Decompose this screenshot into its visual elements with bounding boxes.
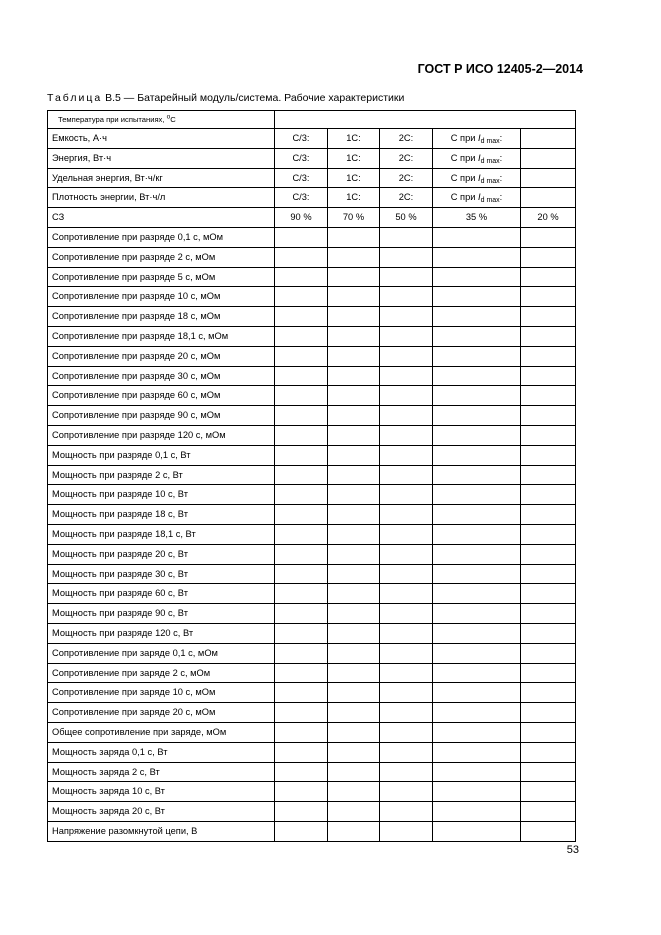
table-row xyxy=(48,722,576,742)
empty-cell xyxy=(380,762,433,782)
empty-cell xyxy=(328,821,380,841)
empty-cell xyxy=(275,524,328,544)
rate-2c-cell: 2С: xyxy=(380,129,433,149)
table-row xyxy=(48,604,576,624)
empty-cell xyxy=(433,544,521,564)
table-row xyxy=(48,623,576,643)
empty-cell xyxy=(328,663,380,683)
table-row xyxy=(48,802,576,822)
empty-cell xyxy=(328,623,380,643)
empty-cell xyxy=(521,406,576,426)
empty-cell xyxy=(275,742,328,762)
empty-cell xyxy=(275,267,328,287)
empty-cell xyxy=(521,643,576,663)
empty-cell xyxy=(521,821,576,841)
empty-cell xyxy=(328,406,380,426)
test-temperature-label: Температура при испытаниях, $^o$C xyxy=(48,111,275,129)
empty-cell xyxy=(275,703,328,723)
empty-cell xyxy=(275,346,328,366)
table-row xyxy=(48,465,576,485)
empty-cell xyxy=(275,623,328,643)
rate-c3-cell: С/3: xyxy=(275,168,328,188)
empty-cell xyxy=(328,782,380,802)
rate-c3-cell: С/3: xyxy=(275,129,328,149)
empty-cell xyxy=(380,227,433,247)
row-label: Напряжение разомкнутой цепи, В xyxy=(48,821,275,841)
empty-cell xyxy=(275,287,328,307)
empty-cell xyxy=(275,485,328,505)
row-label: Сопротивление при заряде 20 с, мОм xyxy=(48,703,275,723)
row-label: Емкость, А·ч xyxy=(48,129,275,149)
empty-cell xyxy=(433,346,521,366)
row-label: Мощность при разряде 10 с, Вт xyxy=(48,485,275,505)
empty-cell xyxy=(380,465,433,485)
empty-cell xyxy=(275,683,328,703)
row-label: Мощность при разряде 120 с, Вт xyxy=(48,623,275,643)
empty-cell xyxy=(275,465,328,485)
table-row xyxy=(48,267,576,287)
table-row xyxy=(48,683,576,703)
empty-cell xyxy=(521,524,576,544)
table-header-row xyxy=(48,111,576,129)
table-row xyxy=(48,485,576,505)
empty-cell xyxy=(275,802,328,822)
empty-cell xyxy=(275,307,328,327)
row-label: Сопротивление при разряде 120 с, мОм xyxy=(48,425,275,445)
empty-cell xyxy=(380,386,433,406)
empty-cell xyxy=(328,742,380,762)
table-row xyxy=(48,782,576,802)
empty-cell xyxy=(433,722,521,742)
rate-2c-cell: 2С: xyxy=(380,188,433,208)
table-row xyxy=(48,406,576,426)
empty-cell xyxy=(433,386,521,406)
rate-max-cell: С при $I_{d max}$: xyxy=(433,129,521,149)
empty-cell xyxy=(328,425,380,445)
row-label: Сопротивление при разряде 30 с, мОм xyxy=(48,366,275,386)
empty-cell xyxy=(328,643,380,663)
empty-cell xyxy=(328,722,380,742)
empty-cell xyxy=(328,584,380,604)
empty-cell xyxy=(433,564,521,584)
row-label: Мощность при разряде 30 с, Вт xyxy=(48,564,275,584)
empty-cell xyxy=(380,346,433,366)
empty-cell xyxy=(521,307,576,327)
empty-cell xyxy=(521,247,576,267)
empty-cell xyxy=(380,604,433,624)
table-row xyxy=(48,148,576,168)
rate-c3-cell: С/3: xyxy=(275,148,328,168)
empty-cell xyxy=(380,782,433,802)
empty-cell xyxy=(433,524,521,544)
empty-cell xyxy=(380,247,433,267)
empty-cell xyxy=(521,287,576,307)
empty-cell xyxy=(521,663,576,683)
row-label: Мощность заряда 2 с, Вт xyxy=(48,762,275,782)
empty-cell xyxy=(328,287,380,307)
empty-cell xyxy=(275,782,328,802)
table-row xyxy=(48,247,576,267)
empty-cell xyxy=(380,683,433,703)
soc-row xyxy=(48,208,576,228)
rate-max-cell: С при $I_{d max}$: xyxy=(433,168,521,188)
row-label: Мощность заряда 10 с, Вт xyxy=(48,782,275,802)
row-label: Сопротивление при разряде 5 с, мОм xyxy=(48,267,275,287)
empty-cell xyxy=(275,544,328,564)
row-label: Мощность заряда 20 с, Вт xyxy=(48,802,275,822)
rate-c3-cell: С/3: xyxy=(275,188,328,208)
row-label: Энергия, Вт·ч xyxy=(48,148,275,168)
row-label: Мощность при разряде 18 с, Вт xyxy=(48,505,275,525)
empty-cell xyxy=(380,505,433,525)
empty-cell xyxy=(521,267,576,287)
rate-2c-cell: 2С: xyxy=(380,168,433,188)
table-caption-text: В.5 — Батарейный модуль/система. Рабочие характеристики xyxy=(105,92,405,104)
empty-cell xyxy=(328,366,380,386)
empty-cell xyxy=(433,227,521,247)
table-row xyxy=(48,445,576,465)
empty-cell xyxy=(433,782,521,802)
empty-cell xyxy=(328,445,380,465)
empty-cell xyxy=(328,802,380,822)
empty-cell xyxy=(521,742,576,762)
empty-cell xyxy=(275,445,328,465)
row-label: Сопротивление при разряде 20 с, мОм xyxy=(48,346,275,366)
empty-cell xyxy=(521,465,576,485)
empty-cell xyxy=(275,505,328,525)
empty-cell xyxy=(328,762,380,782)
table-row xyxy=(48,663,576,683)
empty-cell xyxy=(328,346,380,366)
table-row xyxy=(48,643,576,663)
row-label: Сопротивление при разряде 0,1 с, мОм xyxy=(48,227,275,247)
table-row xyxy=(48,821,576,841)
empty-cell xyxy=(328,703,380,723)
table-row xyxy=(48,227,576,247)
empty-cell xyxy=(328,604,380,624)
empty-cell xyxy=(275,227,328,247)
empty-cell xyxy=(433,643,521,663)
empty-cell xyxy=(380,742,433,762)
empty-cell xyxy=(521,386,576,406)
row-label: Сопротивление при разряде 60 с, мОм xyxy=(48,386,275,406)
empty-cell xyxy=(521,326,576,346)
empty-cell xyxy=(433,445,521,465)
empty-cell xyxy=(328,307,380,327)
empty-cell xyxy=(328,544,380,564)
empty-cell xyxy=(380,623,433,643)
empty-cell xyxy=(521,683,576,703)
empty-cell xyxy=(328,247,380,267)
empty-cell xyxy=(433,663,521,683)
empty-cell xyxy=(275,406,328,426)
empty-cell xyxy=(328,465,380,485)
table-row xyxy=(48,326,576,346)
row-label: СЗ xyxy=(48,208,275,228)
empty-cell xyxy=(521,564,576,584)
empty-cell xyxy=(521,782,576,802)
empty-cell xyxy=(275,604,328,624)
soc-value-cell: 35 % xyxy=(433,208,521,228)
empty-cell xyxy=(521,168,576,188)
characteristics-table-body xyxy=(48,111,576,842)
table-row xyxy=(48,762,576,782)
empty-cell xyxy=(521,346,576,366)
table-row xyxy=(48,307,576,327)
page-number: 53 xyxy=(566,844,579,856)
empty-cell xyxy=(433,366,521,386)
empty-cell xyxy=(380,485,433,505)
empty-cell xyxy=(521,584,576,604)
empty-cell xyxy=(275,762,328,782)
row-label: Мощность при разряде 2 с, Вт xyxy=(48,465,275,485)
table-row xyxy=(48,425,576,445)
empty-cell xyxy=(275,663,328,683)
empty-cell xyxy=(433,604,521,624)
row-label: Мощность при разряде 20 с, Вт xyxy=(48,544,275,564)
empty-cell xyxy=(521,129,576,149)
row-label: Сопротивление при заряде 2 с, мОм xyxy=(48,663,275,683)
table-row xyxy=(48,544,576,564)
empty-cell xyxy=(521,425,576,445)
empty-cell xyxy=(521,188,576,208)
table-row xyxy=(48,742,576,762)
row-label: Сопротивление при разряде 2 с, мОм xyxy=(48,247,275,267)
empty-cell xyxy=(521,722,576,742)
row-label: Мощность при разряде 0,1 с, Вт xyxy=(48,445,275,465)
document-standard-number: ГОСТ Р ИСО 12405-2—2014 xyxy=(417,62,583,76)
row-label: Мощность заряда 0,1 с, Вт xyxy=(48,742,275,762)
table-row xyxy=(48,505,576,525)
empty-cell xyxy=(521,148,576,168)
empty-cell xyxy=(433,623,521,643)
empty-cell xyxy=(275,564,328,584)
test-temperature-value-cell xyxy=(275,111,576,129)
empty-cell xyxy=(433,406,521,426)
empty-cell xyxy=(380,643,433,663)
soc-value-cell: 50 % xyxy=(380,208,433,228)
table-row xyxy=(48,188,576,208)
empty-cell xyxy=(380,564,433,584)
row-label: Сопротивление при заряде 10 с, мОм xyxy=(48,683,275,703)
table-row xyxy=(48,366,576,386)
table-row xyxy=(48,346,576,366)
row-label: Сопротивление при разряде 18,1 с, мОм xyxy=(48,326,275,346)
empty-cell xyxy=(275,425,328,445)
empty-cell xyxy=(275,247,328,267)
table-caption-prefix: Таблица xyxy=(47,92,103,104)
empty-cell xyxy=(521,227,576,247)
empty-cell xyxy=(433,703,521,723)
empty-cell xyxy=(433,307,521,327)
empty-cell xyxy=(433,287,521,307)
empty-cell xyxy=(275,366,328,386)
empty-cell xyxy=(275,326,328,346)
empty-cell xyxy=(275,821,328,841)
row-label: Сопротивление при разряде 10 с, мОм xyxy=(48,287,275,307)
empty-cell xyxy=(433,821,521,841)
row-label: Мощность при разряде 60 с, Вт xyxy=(48,584,275,604)
empty-cell xyxy=(380,445,433,465)
empty-cell xyxy=(521,505,576,525)
empty-cell xyxy=(433,485,521,505)
row-label: Мощность при разряде 18,1 с, Вт xyxy=(48,524,275,544)
rate-1c-cell: 1С: xyxy=(328,188,380,208)
empty-cell xyxy=(521,623,576,643)
row-label: Мощность при разряде 90 с, Вт xyxy=(48,604,275,624)
empty-cell xyxy=(380,544,433,564)
table-row xyxy=(48,524,576,544)
table-row xyxy=(48,168,576,188)
table-row xyxy=(48,703,576,723)
empty-cell xyxy=(328,683,380,703)
empty-cell xyxy=(521,762,576,782)
soc-value-cell: 70 % xyxy=(328,208,380,228)
empty-cell xyxy=(275,643,328,663)
empty-cell xyxy=(433,802,521,822)
empty-cell xyxy=(380,722,433,742)
empty-cell xyxy=(328,505,380,525)
empty-cell xyxy=(380,287,433,307)
empty-cell xyxy=(521,445,576,465)
empty-cell xyxy=(433,425,521,445)
soc-value-cell: 20 % xyxy=(521,208,576,228)
empty-cell xyxy=(380,267,433,287)
empty-cell xyxy=(328,564,380,584)
rate-max-cell: С при $I_{d max}$: xyxy=(433,148,521,168)
row-label: Сопротивление при заряде 0,1 с, мОм xyxy=(48,643,275,663)
empty-cell xyxy=(380,326,433,346)
empty-cell xyxy=(380,584,433,604)
empty-cell xyxy=(521,544,576,564)
empty-cell xyxy=(328,524,380,544)
empty-cell xyxy=(521,802,576,822)
row-label: Плотность энергии, Вт·ч/л xyxy=(48,188,275,208)
empty-cell xyxy=(328,326,380,346)
table-row xyxy=(48,584,576,604)
empty-cell xyxy=(380,524,433,544)
empty-cell xyxy=(380,821,433,841)
rate-2c-cell: 2С: xyxy=(380,148,433,168)
soc-value-cell: 90 % xyxy=(275,208,328,228)
empty-cell xyxy=(328,485,380,505)
empty-cell xyxy=(380,307,433,327)
empty-cell xyxy=(521,604,576,624)
empty-cell xyxy=(433,505,521,525)
row-label: Сопротивление при разряде 18 с, мОм xyxy=(48,307,275,327)
characteristics-table xyxy=(47,110,576,842)
empty-cell xyxy=(275,584,328,604)
table-row xyxy=(48,287,576,307)
empty-cell xyxy=(521,485,576,505)
rate-1c-cell: 1С: xyxy=(328,129,380,149)
empty-cell xyxy=(433,742,521,762)
empty-cell xyxy=(328,386,380,406)
empty-cell xyxy=(380,425,433,445)
table-caption xyxy=(47,92,404,104)
empty-cell xyxy=(433,683,521,703)
empty-cell xyxy=(521,703,576,723)
empty-cell xyxy=(433,465,521,485)
empty-cell xyxy=(380,366,433,386)
empty-cell xyxy=(328,267,380,287)
row-label: Сопротивление при разряде 90 с, мОм xyxy=(48,406,275,426)
empty-cell xyxy=(433,247,521,267)
empty-cell xyxy=(433,762,521,782)
empty-cell xyxy=(433,584,521,604)
row-label: Общее сопротивление при заряде, мОм xyxy=(48,722,275,742)
table-row xyxy=(48,386,576,406)
empty-cell xyxy=(380,703,433,723)
empty-cell xyxy=(380,406,433,426)
rate-max-cell: С при $I_{d max}$: xyxy=(433,188,521,208)
rate-1c-cell: 1С: xyxy=(328,168,380,188)
row-label: Удельная энергия, Вт·ч/кг xyxy=(48,168,275,188)
empty-cell xyxy=(433,326,521,346)
empty-cell xyxy=(433,267,521,287)
empty-cell xyxy=(328,227,380,247)
empty-cell xyxy=(275,386,328,406)
table-row xyxy=(48,129,576,149)
empty-cell xyxy=(275,722,328,742)
rate-1c-cell: 1С: xyxy=(328,148,380,168)
empty-cell xyxy=(380,663,433,683)
empty-cell xyxy=(380,802,433,822)
empty-cell xyxy=(521,366,576,386)
table-row xyxy=(48,564,576,584)
